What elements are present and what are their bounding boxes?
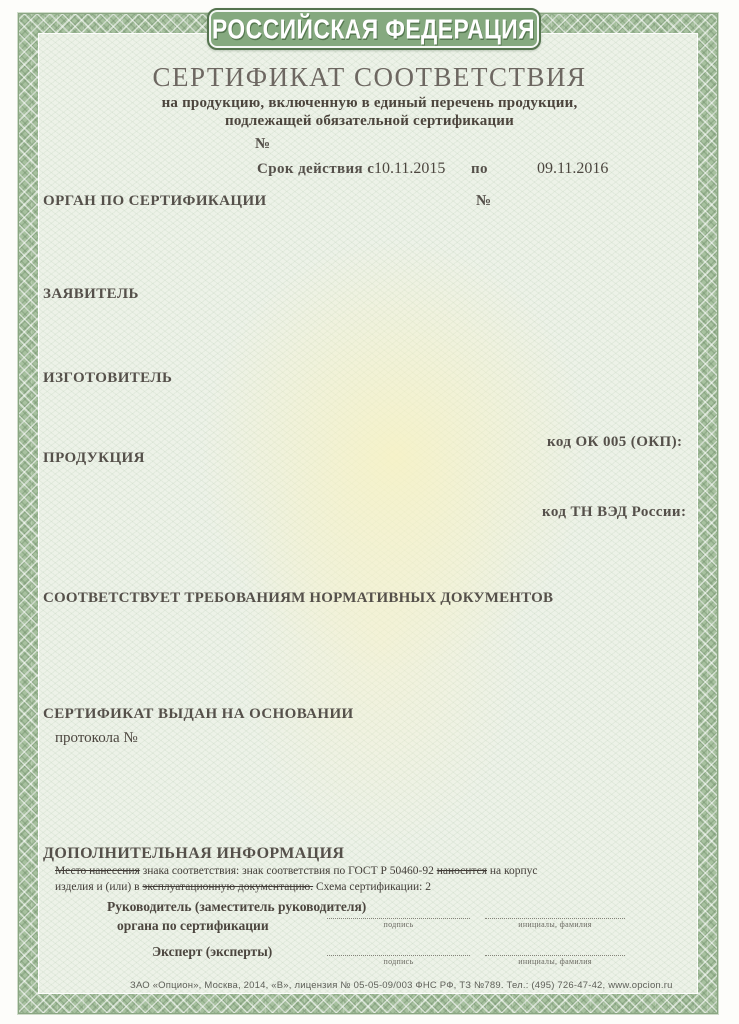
additional-info-normal-3: Схема сертификации: 2 xyxy=(313,881,431,894)
additional-info-struck-3: эксплуатационную документацию. xyxy=(142,881,314,894)
additional-info-normal-2: на корпус изделия и (или) в xyxy=(55,865,538,894)
country-banner xyxy=(207,8,541,50)
product-label: ПРОДУКЦИЯ xyxy=(43,450,145,466)
head-signatory-label-line2: органа по сертификации xyxy=(117,918,269,933)
certificate-number-label: № xyxy=(255,136,271,152)
expert-signature-caption: подпись xyxy=(383,957,414,966)
additional-info-label: ДОПОЛНИТЕЛЬНАЯ ИНФОРМАЦИЯ xyxy=(43,845,345,862)
validity-to-date: 09.11.2016 xyxy=(537,160,609,177)
expert-signature-line xyxy=(327,955,470,956)
protocol-label: протокола № xyxy=(55,730,138,746)
head-signatory-label-line1: Руководитель (заместитель руководителя) xyxy=(107,899,367,914)
additional-info-struck-1: Место нанесения xyxy=(55,865,140,877)
compliance-label: СООТВЕТСТВУЕТ ТРЕБОВАНИЯМ НОРМАТИВНЫХ ДОКУМЕНТОВ xyxy=(43,590,554,606)
head-signature-caption: подпись xyxy=(383,920,414,929)
certificate-subtitle-line1: на продукцию, включенную в единый перечень продукции, xyxy=(161,95,578,111)
validity-to-label: по xyxy=(471,161,488,177)
manufacturer-label: ИЗГОТОВИТЕЛЬ xyxy=(43,370,173,386)
expert-label: Эксперт (эксперты) xyxy=(152,944,273,959)
additional-info-normal-1: знака соответствия: знак соответствия по ГОСТ Р 50460-92 xyxy=(139,865,437,877)
printer-imprint: ЗАО «Опцион», Москва, 2014, «В», лицензия № 05-05-09/003 ФНС РФ, ТЗ №789. Тел.: (495) 726-47-42, www.opcion.ru xyxy=(130,980,673,991)
head-signature-line xyxy=(327,918,470,919)
issued-on-basis-label: СЕРТИФИКАТ ВЫДАН НА ОСНОВАНИИ xyxy=(43,706,354,722)
head-name-caption: инициалы, фамилия xyxy=(518,920,592,929)
certification-body-label: ОРГАН ПО СЕРТИФИКАЦИИ xyxy=(43,193,267,209)
certificate-subtitle-line2: подлежащей обязательной сертификации xyxy=(225,113,514,129)
applicant-label: ЗАЯВИТЕЛЬ xyxy=(43,286,139,302)
expert-name-line xyxy=(485,955,625,956)
validity-from-date: 10.11.2015 xyxy=(374,160,446,177)
country-banner-label: РОССИЙСКАЯ ФЕДЕРАЦИЯ xyxy=(212,12,536,45)
certification-body-number-label: № xyxy=(476,193,492,209)
additional-info-struck-2: наносится xyxy=(436,865,487,877)
head-name-line xyxy=(485,918,625,919)
certificate-title: СЕРТИФИКАТ СООТВЕТСТВИЯ xyxy=(152,62,587,92)
expert-name-caption: инициалы, фамилия xyxy=(518,957,592,966)
validity-label: Срок действия с xyxy=(257,161,375,177)
additional-info-text xyxy=(55,863,563,896)
okp-code-label: код ОК 005 (ОКП): xyxy=(547,434,683,450)
tnved-code-label: код ТН ВЭД России: xyxy=(542,504,687,520)
